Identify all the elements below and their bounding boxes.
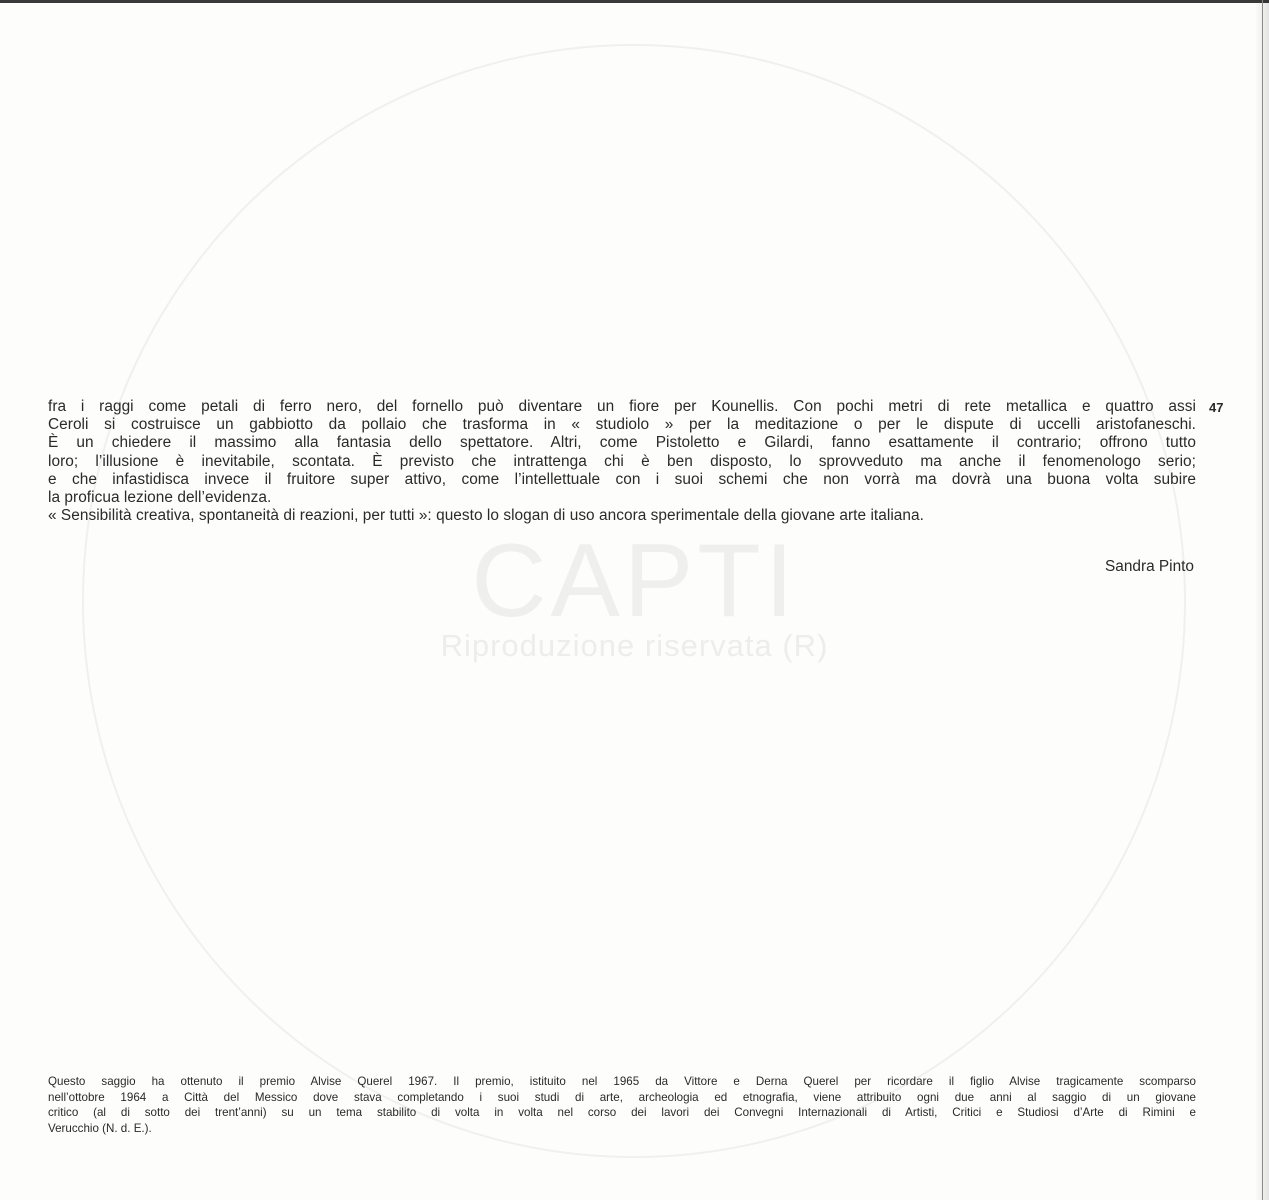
- watermark-text: Riproduzione riservata (R): [440, 628, 829, 663]
- page-number: 47: [1209, 400, 1224, 415]
- watermark-logo: CAPTI: [471, 523, 798, 639]
- footnote-line: Questo saggio ha ottenuto il premio Alvise Querel 1967. Il premio, istituito nel 1965 da Vittore e Derna Querel per ricordare il figlio Alvise tragicamente scomparso: [48, 1075, 1196, 1088]
- body-line: la proficua lezione dell’evidenza.: [48, 489, 272, 507]
- body-line: loro; l’illusione è inevitabile, scontata. È previsto che intrattenga chi è ben disposto, lo sprovveduto ma anche il fenomenologo serio;: [48, 452, 1196, 470]
- body-line: fra i raggi come petali di ferro nero, del fornello può diventare un fiore per Kounellis. Con pochi metri di rete metallica e quattro assi: [48, 398, 1196, 415]
- body-line: e che infastidisca invece il fruitore super attivo, come l’intellettuale con i suoi schemi che non vorrà ma dovrà una buona volta subire: [48, 470, 1196, 488]
- footnote-line: Verucchio (N. d. E.).: [48, 1121, 152, 1135]
- footnote-line: nell’ottobre 1964 a Città del Messico dove stava completando i suoi studi di arte, archeologia ed etnografia, viene attribuito ogni due anni al saggio di un giovane: [48, 1090, 1196, 1104]
- body-text: [48, 398, 1196, 525]
- body-line: « Sensibilità creativa, spontaneità di reazioni, per tutti »: questo lo slogan di uso ancora sperimentale della giovane arte italiana.: [48, 507, 924, 525]
- body-line: Ceroli si costruisce un gabbiotto da pollaio che trasforma in « studiolo » per la meditazione o per le dispute di uccelli aristofaneschi.: [48, 416, 1196, 434]
- body-line: È un chiedere il massimo alla fantasia dello spettatore. Altri, come Pistoletto e Gilardi, fanno esattamente il contrario; offrono tutto: [48, 434, 1196, 452]
- top-border: [0, 0, 1269, 3]
- author-signature: Sandra Pinto: [1105, 558, 1194, 575]
- footnote-line: critico (al di sotto dei trent’anni) su un tema stabilito di volta in volta nel corso dei lavori dei Convegni Internazionali di Artisti, Critici e Studiosi d’Arte di Rimini e: [48, 1106, 1196, 1119]
- editor-footnote: [48, 1074, 1196, 1136]
